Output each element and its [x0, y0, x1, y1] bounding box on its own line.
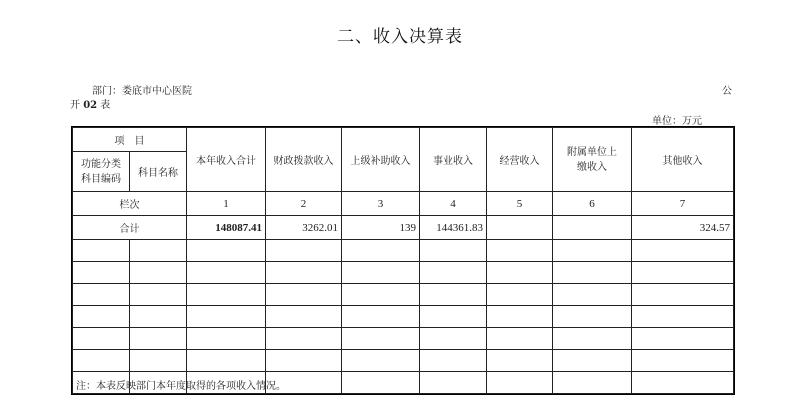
blank-cell [187, 284, 266, 306]
total-cell: 148087.41 [187, 216, 266, 240]
blank-cell [553, 350, 632, 372]
blank-cell [266, 262, 342, 284]
blank-cell [420, 306, 487, 328]
total-row [73, 216, 734, 240]
blank-cell [342, 306, 420, 328]
blank-cell [187, 240, 266, 262]
blank-cell [130, 306, 187, 328]
col-header-7: 其他收入 [632, 128, 734, 192]
blank-cell [266, 306, 342, 328]
blank-cell [187, 262, 266, 284]
table-row [73, 284, 734, 306]
table-row [73, 350, 734, 372]
blank-cell [632, 328, 734, 350]
blank-cell [266, 328, 342, 350]
blank-cell [553, 372, 632, 394]
table-row [73, 328, 734, 350]
table-row [73, 306, 734, 328]
index-cell: 7 [632, 192, 734, 216]
blank-cell [553, 284, 632, 306]
blank-cell [487, 350, 553, 372]
blank-cell [266, 284, 342, 306]
index-cell: 1 [187, 192, 266, 216]
department-label: 部门：娄底市中心医院 [92, 86, 192, 97]
footnote: 注：本表反映部门本年度取得的各项收入情况。 [76, 381, 286, 392]
blank-cell [487, 372, 553, 394]
blank-cell [632, 262, 734, 284]
table-row [73, 240, 734, 262]
form-number-value: 02 [83, 100, 98, 111]
blank-cell [342, 262, 420, 284]
col-header-5: 经营收入 [487, 128, 553, 192]
blank-cell [187, 350, 266, 372]
blank-cell [420, 262, 487, 284]
blank-cell [553, 262, 632, 284]
index-cell: 6 [553, 192, 632, 216]
subject-name-header: 科目名称 [130, 152, 187, 192]
blank-cell [130, 262, 187, 284]
total-cell [487, 216, 553, 240]
blank-cell [487, 328, 553, 350]
blank-cell [553, 328, 632, 350]
blank-cell [187, 306, 266, 328]
total-label: 合计 [73, 216, 187, 240]
total-cell [553, 216, 632, 240]
blank-cell [130, 350, 187, 372]
blank-cell [266, 240, 342, 262]
blank-cell [420, 284, 487, 306]
blank-cell [342, 240, 420, 262]
blank-cell [420, 328, 487, 350]
blank-cell [487, 240, 553, 262]
total-cell: 144361.83 [420, 216, 487, 240]
blank-cell [130, 284, 187, 306]
blank-cell [73, 350, 130, 372]
blank-cell [632, 240, 734, 262]
blank-cell [487, 306, 553, 328]
blank-cell [632, 350, 734, 372]
blank-cell [73, 328, 130, 350]
blank-cell [130, 328, 187, 350]
blank-cell [73, 306, 130, 328]
blank-cell [632, 284, 734, 306]
unit-label: 单位：万元 [652, 116, 702, 127]
item-header: 项 目 [73, 128, 187, 152]
blank-cell [487, 262, 553, 284]
blank-cell [342, 284, 420, 306]
blank-cell [187, 328, 266, 350]
col-header-2: 财政拨款收入 [266, 128, 342, 192]
blank-cell [73, 240, 130, 262]
blank-cell [420, 240, 487, 262]
index-cell: 3 [342, 192, 420, 216]
total-cell: 324.57 [632, 216, 734, 240]
index-cell: 4 [420, 192, 487, 216]
gong-label: 公 [722, 86, 732, 97]
total-cell: 3262.01 [266, 216, 342, 240]
blank-cell [420, 350, 487, 372]
form-suffix: 表 [100, 100, 111, 111]
form-number [70, 96, 110, 111]
blank-cell [487, 284, 553, 306]
func-code-header: 功能分类科目编码 [73, 152, 130, 192]
form-prefix: 开 [70, 100, 80, 111]
index-cell: 2 [266, 192, 342, 216]
blank-cell [420, 372, 487, 394]
blank-cell [73, 284, 130, 306]
blank-cell [342, 350, 420, 372]
blank-cell [632, 306, 734, 328]
blank-cell [342, 328, 420, 350]
blank-cell [553, 306, 632, 328]
income-table [71, 126, 735, 395]
index-cell: 5 [487, 192, 553, 216]
col-header-1: 本年收入合计 [187, 128, 266, 192]
blank-cell [632, 372, 734, 394]
table-row [73, 262, 734, 284]
col-header-3: 上级补助收入 [342, 128, 420, 192]
blank-cell [553, 240, 632, 262]
col-header-4: 事业收入 [420, 128, 487, 192]
col-header-6: 附属单位上缴收入 [553, 128, 632, 192]
page-title: 二、收入决算表 [337, 27, 463, 47]
blank-cell [342, 372, 420, 394]
blank-cell [73, 262, 130, 284]
header-row-1 [73, 128, 734, 152]
index-row [73, 192, 734, 216]
total-cell: 139 [342, 216, 420, 240]
blank-cell [130, 240, 187, 262]
blank-cell [266, 350, 342, 372]
index-label: 栏次 [73, 192, 187, 216]
